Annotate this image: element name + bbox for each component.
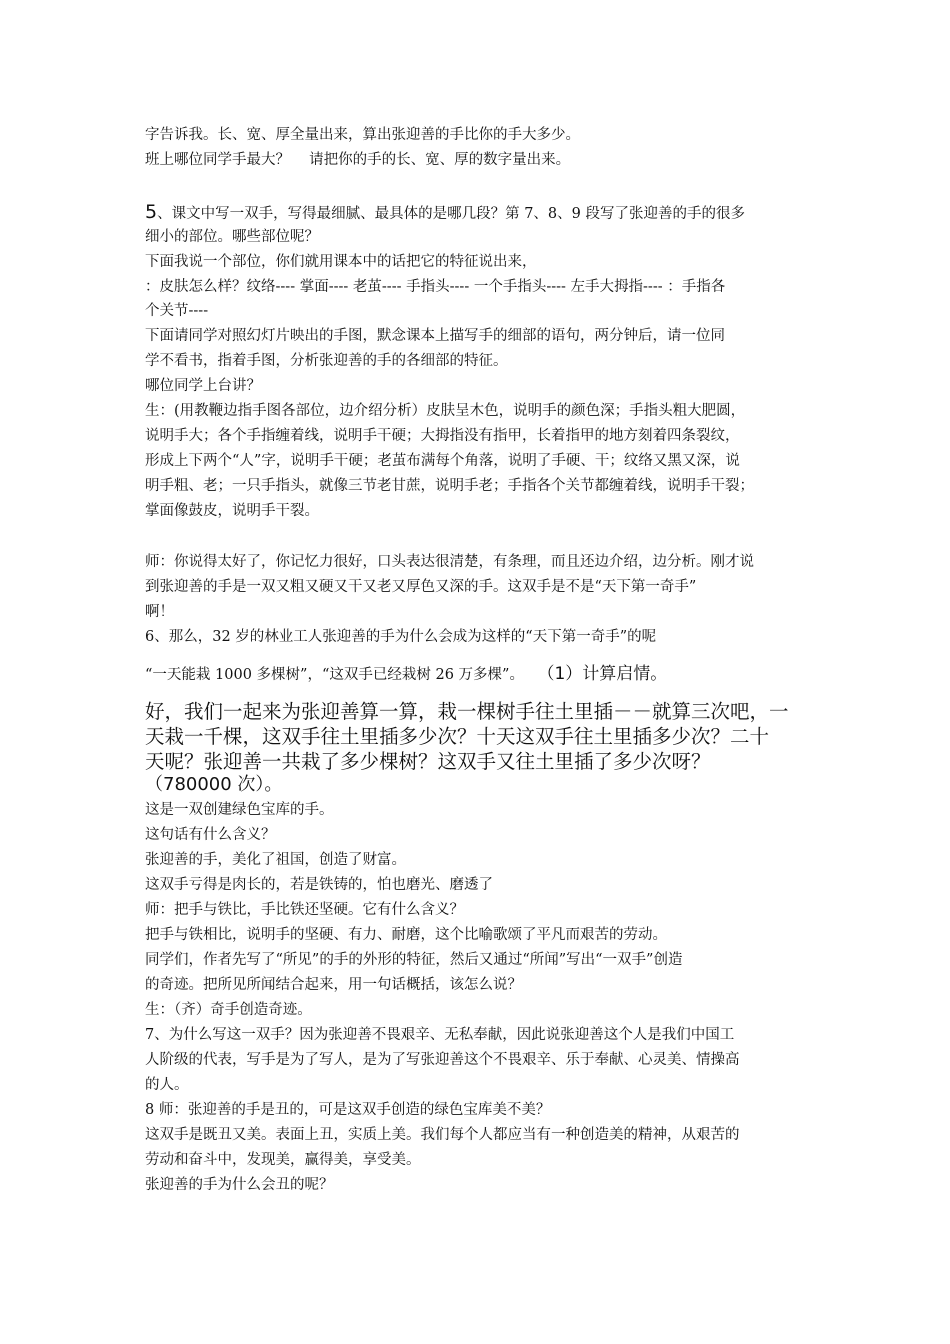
quote-line [145, 662, 815, 688]
text-line: 6、那么，32 岁的林业工人张迎善的手为什么会成为这样的“天下第一奇手”的呢 [145, 629, 657, 645]
text-line: 掌面像鼓皮，说明手干裂。 [145, 503, 319, 519]
text-line: 张迎善的手，美化了祖国，创造了财富。 [145, 852, 406, 868]
text-line: ：皮肤怎么样？纹络---- 掌面---- 老茧---- 手指头---- 一个手指头---- 左手大拇指---- ：手指各 [145, 279, 726, 295]
question-number: 5 [145, 201, 158, 223]
text-line: 到张迎善的手是一双又粗又硬又干又老又厚色又深的手。这双手是不是“天下第一奇手” [145, 579, 697, 595]
large-text-line: 天呢？张迎善一共栽了多少棵树？这双手又往土里插了多少次呀？ [145, 750, 711, 773]
text-line: 7、为什么写这一双手？因为张迎善不畏艰辛、无私奉献，因此说张迎善这个人是我们中国工 [145, 1027, 735, 1043]
subheading: （1）计算启情。 [545, 664, 668, 684]
text-line: 同学们，作者先写了“所见”的手的外形的特征，然后又通过“所闻”写出“一双手”创造 [145, 952, 683, 968]
text-line: 把手与铁相比，说明手的坚硬、有力、耐磨，这个比喻歌颂了平凡而艰苦的劳动。 [145, 927, 667, 943]
text-line: 师：你说得太好了，你记忆力很好，口头表达很清楚，有条理，而且还边介绍，边分析。刚才说 [145, 554, 754, 570]
text-line: 啊！ [145, 604, 174, 620]
text-line: 这双手是既丑又美。表面上丑，实质上美。我们每个人都应当有一种创造美的精神，从艰苦的 [145, 1127, 740, 1143]
text-line: 学不看书，指着手图，分析张迎善的手的各细部的特征。 [145, 353, 508, 369]
text-line: 人阶级的代表，写手是为了写人，是为了写张迎善这个不畏艰辛、乐于奉献、心灵美、情操高 [145, 1052, 740, 1068]
text-line: 个关节---- [145, 303, 209, 319]
text-line: 生：(用教鞭边指手图各部位，边介绍分析）皮肤呈木色，说明手的颜色深；手指头粗大肥圆， [145, 403, 746, 419]
text-line: 的人。 [145, 1077, 189, 1093]
text-line: 的奇迹。把所见所闻结合起来，用一句话概括，该怎么说？ [145, 977, 522, 993]
text-line: 下面请同学对照幻灯片映出的手图，默念课本上描写手的细部的语句，两分钟后，请一位同 [145, 328, 725, 344]
text-line: 哪位同学上台讲？ [145, 378, 261, 394]
large-text-line: （780000 次）。 [145, 774, 283, 795]
question-text: 、课文中写一双手，写得最细腻、最具体的是哪几段？第 7、8、9 段写了张迎善的手的很多 [157, 206, 745, 222]
text-line: 张迎善的手为什么会丑的呢？ [145, 1177, 334, 1193]
text-line: 生：（齐）奇手创造奇迹。 [145, 1002, 312, 1018]
text-line: 下面我说一个部位，你们就用课本中的话把它的特征说出来， [145, 254, 537, 270]
text-line: 班上哪位同学手最大？ 请把你的手的长、宽、厚的数字量出来。 [145, 152, 571, 168]
large-text-line: 天栽一千棵，这双手往土里插多少次？十天这双手往土里插多少次？二十 [145, 725, 770, 748]
text-line: 这是一双创建绿色宝库的手。 [145, 802, 334, 818]
text-line: 这句话有什么含义？ [145, 827, 276, 843]
text-line: 说明手大；各个手指缠着线，说明手干硬；大拇指没有指甲，长着指甲的地方刻着四条裂纹， [145, 428, 740, 444]
text-line: 形成上下两个“人”字，说明手干硬；老茧布满每个角落，说明了手硬、干；纹络又黑又深，说 [145, 453, 740, 469]
question-5-line [145, 200, 815, 227]
text-line: 细小的部位。哪些部位呢？ [145, 229, 319, 245]
large-text-line: 好，我们一起来为张迎善算一算，栽一棵树手往土里插－－就算三次吧，一 [145, 700, 789, 723]
quote-text: “一天能栽 1000 多棵树”，“这双手已经栽树 26 万多棵”。 [145, 667, 524, 683]
text-line: 这双手亏得是肉长的，若是铁铸的，怕也磨光、磨透了 [145, 877, 493, 893]
text-line: 劳动和奋斗中，发现美，赢得美，享受美。 [145, 1152, 421, 1168]
text-line: 8 师：张迎善的手是丑的，可是这双手创造的绿色宝库美不美？ [145, 1102, 551, 1118]
text-line: 明手粗、老；一只手指头，就像三节老甘蔗，说明手老；手指各个关节都缠着线，说明手干裂； [145, 478, 754, 494]
text-line: 字告诉我。长、宽、厚全量出来，算出张迎善的手比你的手大多少。 [145, 127, 580, 143]
text-line: 师：把手与铁比，手比铁还坚硬。它有什么含义？ [145, 902, 464, 918]
